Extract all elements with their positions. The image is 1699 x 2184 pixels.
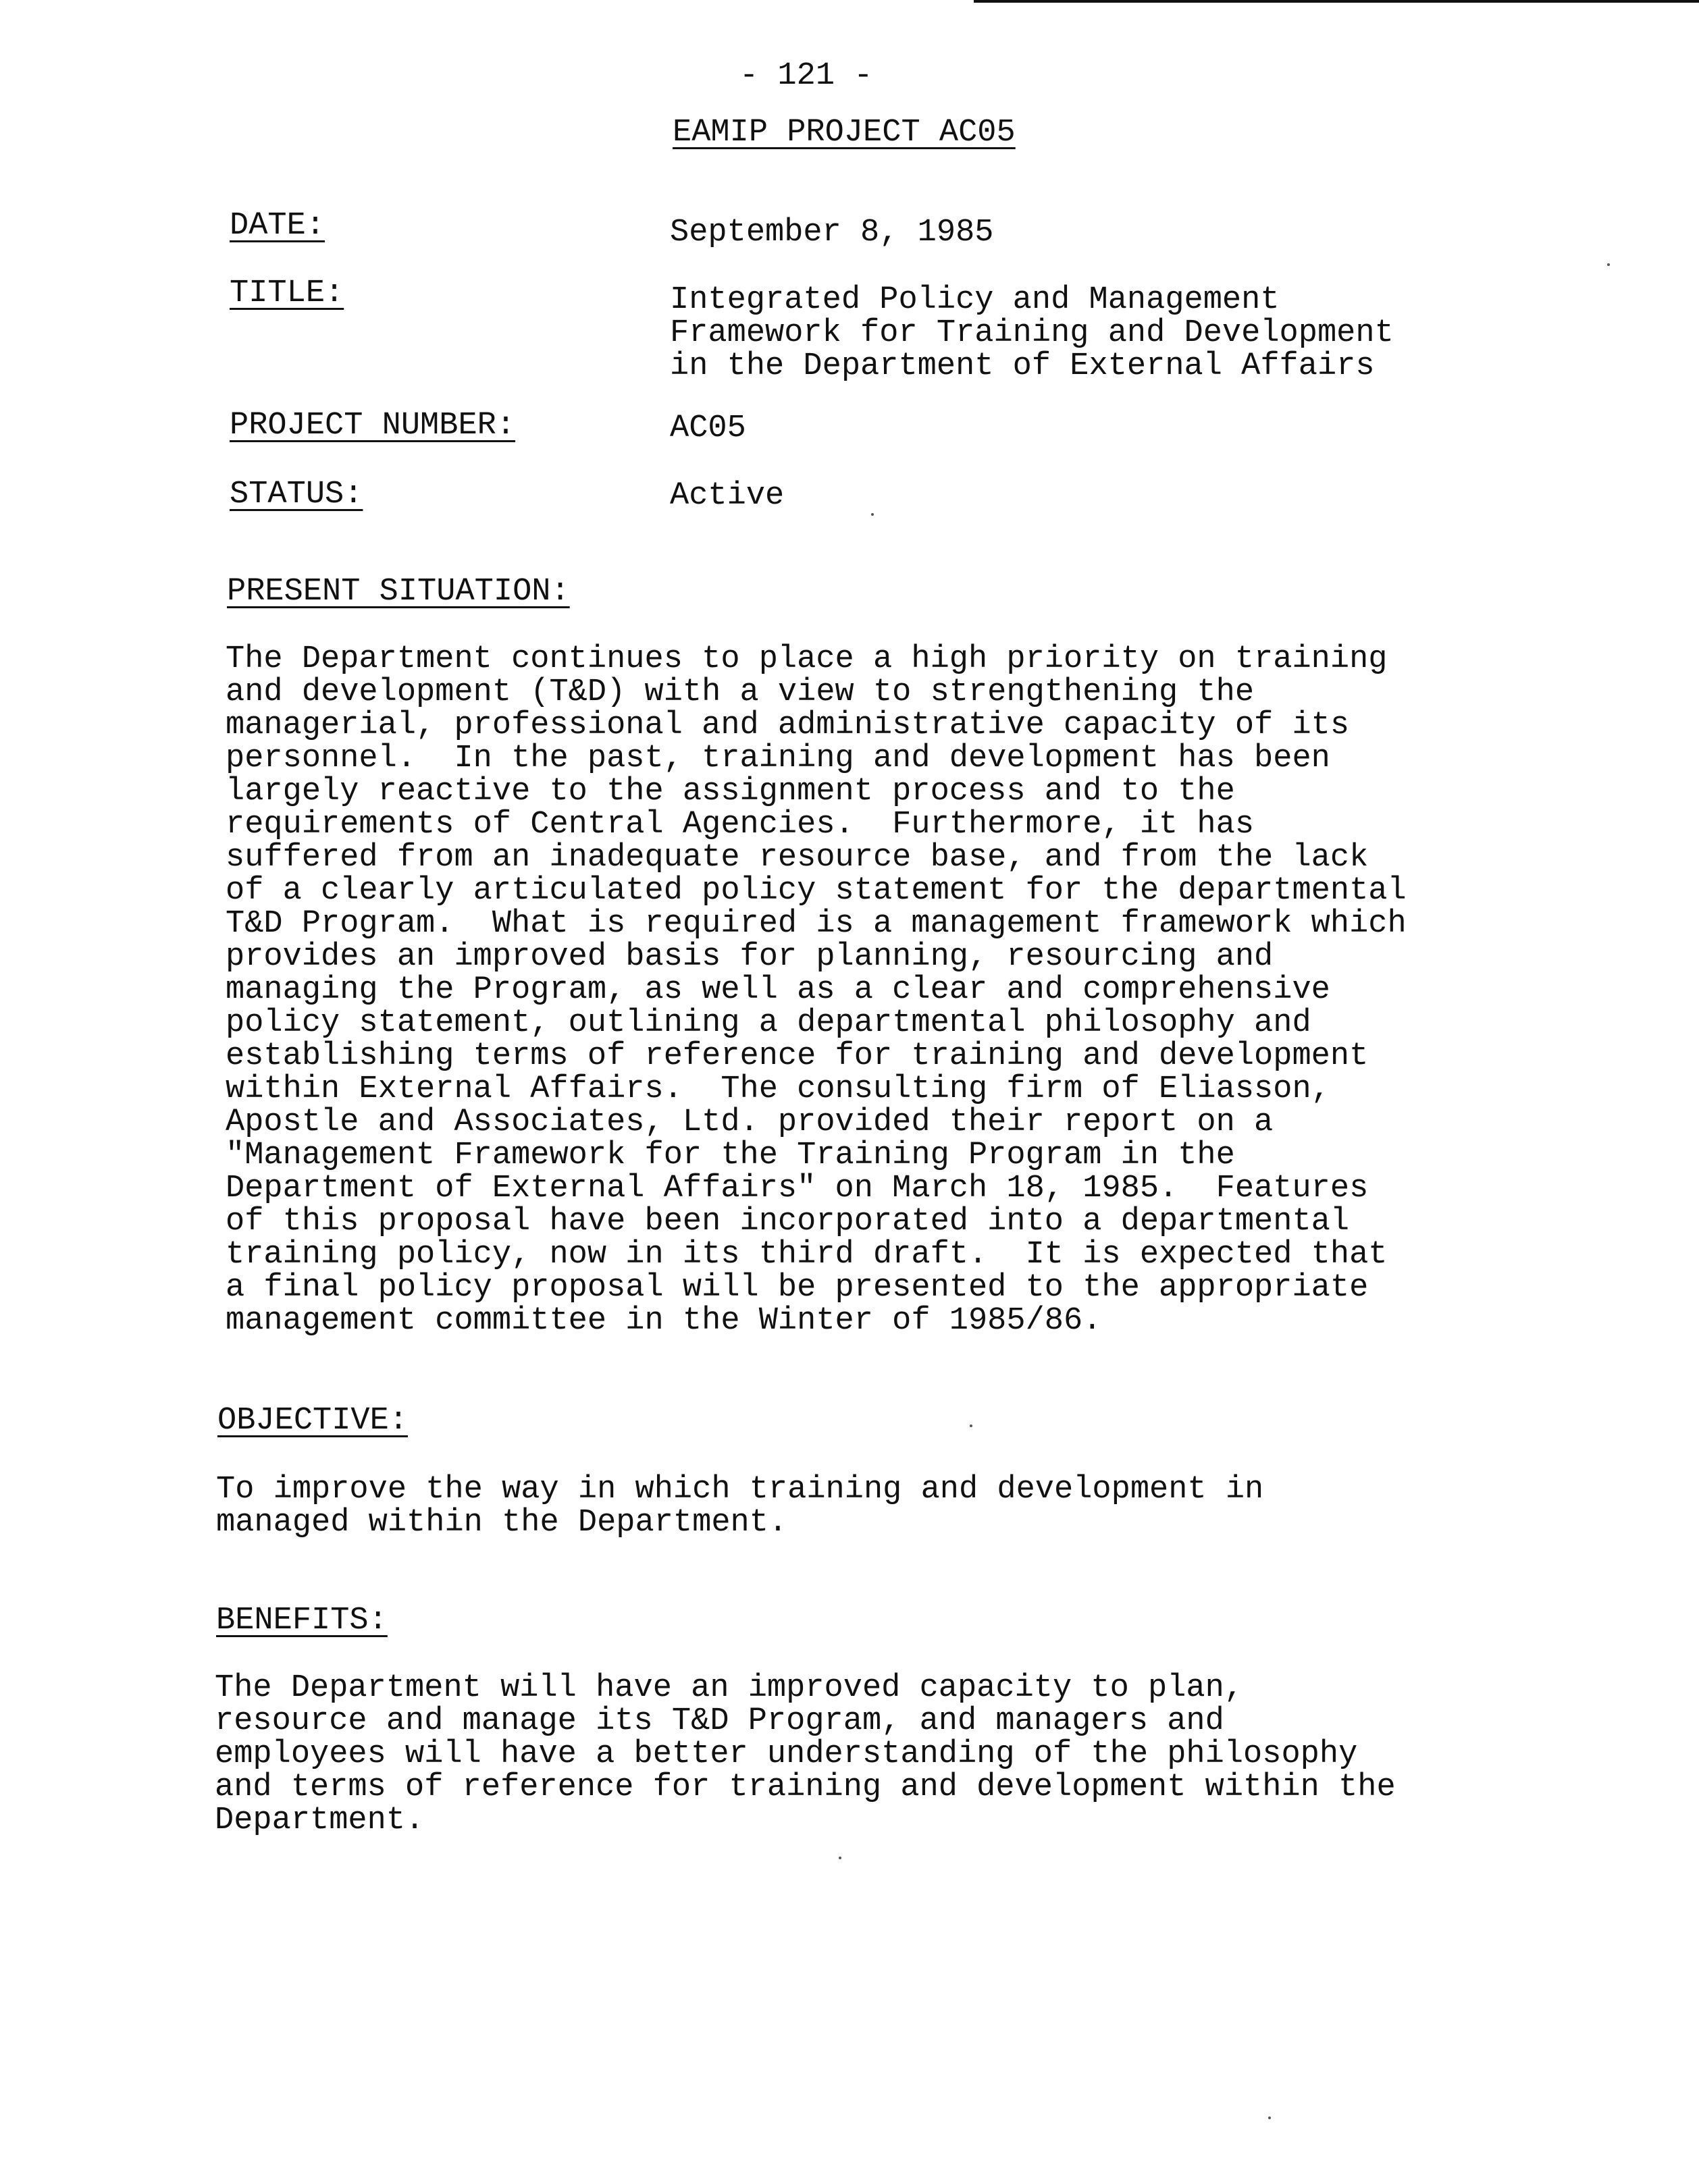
benefits-heading: BENEFITS:	[216, 1603, 388, 1639]
objective-heading: OBJECTIVE:	[217, 1403, 409, 1439]
scan-speck	[1607, 263, 1610, 266]
title-label: TITLE:	[230, 275, 344, 311]
paragraph-line: "Management Framework for the Training Program in the	[226, 1138, 1235, 1173]
scan-edge-line	[974, 0, 1699, 3]
scan-speck	[970, 1424, 972, 1427]
date-label: DATE:	[230, 208, 325, 244]
scan-speck	[871, 513, 874, 516]
paragraph-line: The Department will have an improved capacity to plan,	[215, 1670, 1244, 1706]
paragraph-line: Department of External Affairs" on March 18, 1985. Features	[226, 1171, 1369, 1206]
paragraph-line: a final policy proposal will be presented to the appropriate	[226, 1270, 1369, 1306]
paragraph-line: policy statement, outlining a departmental philosophy and	[226, 1005, 1311, 1041]
paragraph-line: establishing terms of reference for training and development	[226, 1038, 1369, 1074]
paragraph-line: The Department continues to place a high priority on training	[226, 641, 1388, 677]
paragraph-line: managerial, professional and administrative capacity of its	[226, 708, 1350, 743]
paragraph-line: Apostle and Associates, Ltd. provided their report on a	[226, 1104, 1274, 1140]
paragraph-line: and development (T&D) with a view to strengthening the	[226, 674, 1255, 710]
paragraph-line: resource and manage its T&D Program, and managers and	[215, 1703, 1224, 1739]
paragraph-line: managing the Program, as well as a clear and comprehensive	[226, 972, 1330, 1008]
status-value: Active	[670, 478, 785, 514]
paragraph-line: within External Affairs. The consulting firm of Eliasson,	[226, 1071, 1330, 1107]
status-label: STATUS:	[230, 477, 363, 512]
paragraph-line: requirements of Central Agencies. Furthermore, it has	[226, 807, 1255, 843]
paragraph-line: managed within the Department.	[216, 1505, 788, 1541]
scan-speck	[1268, 2116, 1271, 2119]
project-number-value: AC05	[670, 410, 746, 446]
paragraph-line: and terms of reference for training and development within the	[215, 1769, 1396, 1805]
scan-speck	[839, 1857, 841, 1859]
paragraph-line: management committee in the Winter of 1985/86.	[226, 1303, 1102, 1339]
paragraph-line: of a clearly articulated policy statement for the departmental	[226, 873, 1407, 909]
present-situation-heading: PRESENT SITUATION:	[227, 574, 570, 610]
paragraph-line: largely reactive to the assignment process and to the	[226, 774, 1235, 809]
paragraph-line: training policy, now in its third draft. It is expected that	[226, 1237, 1388, 1273]
paragraph-line: To improve the way in which training and development in	[216, 1472, 1264, 1508]
paragraph-line: provides an improved basis for planning, resourcing and	[226, 939, 1274, 975]
benefits-paragraph	[215, 1672, 1396, 1837]
paragraph-line: of this proposal have been incorporated into a departmental	[226, 1204, 1350, 1240]
paragraph-line: Department.	[215, 1803, 425, 1838]
title-line: Integrated Policy and Management	[670, 282, 1280, 318]
paragraph-line: suffered from an inadequate resource base, and from the lack	[226, 840, 1369, 876]
project-header: EAMIP PROJECT AC05	[673, 115, 1016, 151]
paragraph-line: T&D Program. What is required is a management framework which	[226, 906, 1407, 942]
title-value	[670, 284, 1394, 383]
objective-paragraph	[216, 1473, 1263, 1539]
page-number: - 121 -	[739, 58, 873, 94]
title-line: Framework for Training and Development	[670, 315, 1394, 351]
date-value: September 8, 1985	[670, 215, 994, 250]
project-number-label: PROJECT NUMBER:	[230, 408, 516, 444]
present-situation-paragraph	[226, 643, 1407, 1337]
paragraph-line: employees will have a better understanding of the philosophy	[215, 1736, 1358, 1772]
title-line: in the Department of External Affairs	[670, 348, 1375, 384]
paragraph-line: personnel. In the past, training and development has been	[226, 741, 1330, 776]
